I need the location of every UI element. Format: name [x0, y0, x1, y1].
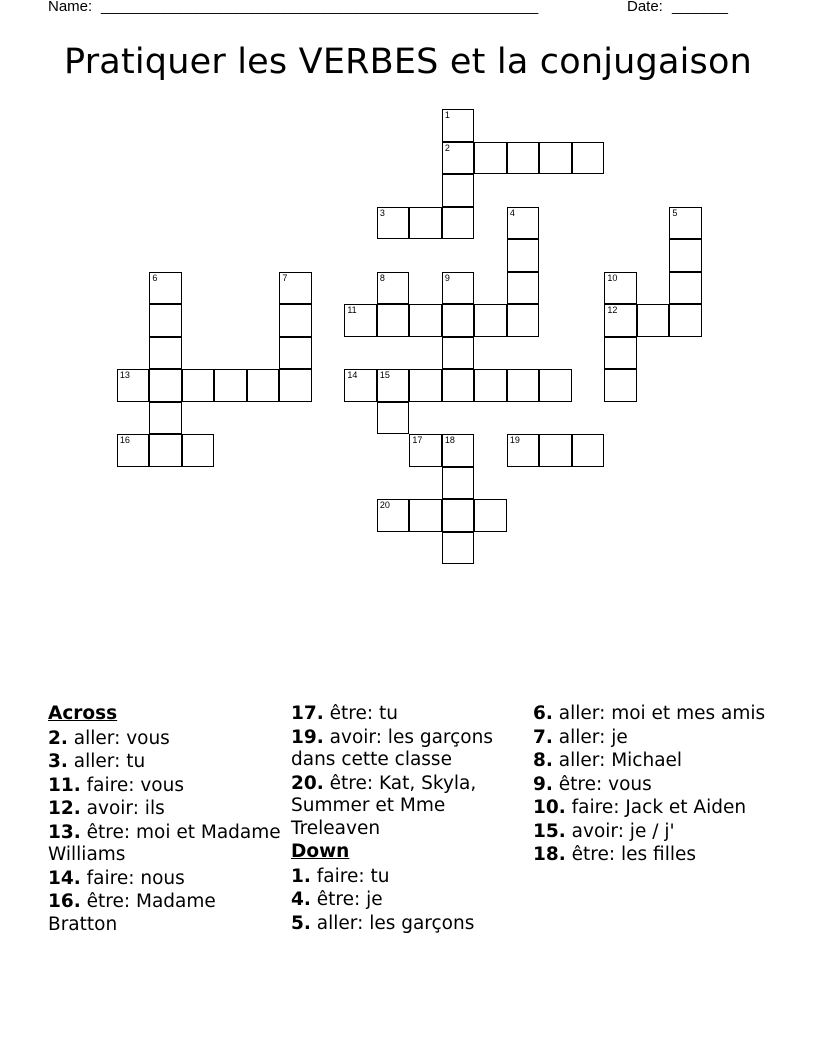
crossword-cell[interactable] — [279, 304, 312, 337]
crossword-cell[interactable] — [442, 272, 475, 305]
crossword-cell[interactable] — [442, 109, 475, 142]
clue-number: 19. — [291, 726, 324, 748]
crossword-cell[interactable] — [669, 207, 702, 240]
cell-number: 20 — [379, 500, 390, 511]
cell-number: 19 — [509, 435, 520, 446]
crossword-cell[interactable] — [149, 304, 182, 337]
crossword-cell[interactable] — [279, 272, 312, 305]
name-field[interactable]: _______________________________________________________ — [101, 0, 538, 15]
cell-number: 13 — [119, 370, 130, 381]
crossword-cell[interactable] — [507, 142, 540, 175]
crossword-cell[interactable] — [117, 434, 150, 467]
clue-number: 4. — [291, 889, 311, 910]
crossword-cell[interactable] — [442, 434, 475, 467]
clue-text: être: tu — [329, 703, 398, 724]
crossword-cell[interactable] — [474, 142, 507, 175]
clue-column-2 — [291, 703, 526, 936]
clue-number: 16. — [48, 891, 81, 912]
crossword-cell[interactable] — [442, 142, 475, 175]
clue-number: 13. — [48, 821, 81, 843]
clue-number: 3. — [48, 751, 68, 772]
crossword-cell[interactable] — [377, 207, 410, 240]
clue-number: 8. — [533, 750, 553, 771]
cell-number: 11 — [347, 305, 357, 316]
cell-number: 16 — [119, 435, 130, 446]
down-clue — [533, 774, 768, 797]
crossword-cell[interactable] — [344, 304, 377, 337]
crossword-cell[interactable] — [247, 369, 280, 402]
crossword-cell[interactable] — [149, 434, 182, 467]
crossword-cell[interactable] — [507, 207, 540, 240]
crossword-cell[interactable] — [507, 239, 540, 272]
crossword-cell[interactable] — [149, 369, 182, 402]
crossword-cell[interactable] — [214, 369, 247, 402]
crossword-cell[interactable] — [377, 402, 410, 435]
crossword-cell[interactable] — [377, 369, 410, 402]
cell-number: 1 — [444, 110, 450, 121]
crossword-cell[interactable] — [539, 434, 572, 467]
cell-number: 14 — [347, 370, 358, 381]
crossword-cell[interactable] — [377, 304, 410, 337]
down-clue — [291, 913, 526, 936]
down-clue — [291, 889, 526, 912]
clue-number: 2. — [48, 727, 68, 749]
cell-number: 8 — [379, 272, 385, 283]
cell-number: 7 — [282, 272, 288, 283]
crossword-cell[interactable] — [604, 272, 637, 305]
clue-number: 9. — [533, 773, 553, 795]
across-clue — [48, 775, 283, 798]
cell-number: 4 — [509, 207, 515, 218]
crossword-cell[interactable] — [572, 142, 605, 175]
across-heading: Across — [48, 703, 118, 724]
crossword-cell[interactable] — [474, 499, 507, 532]
clue-text: être: je — [316, 889, 383, 910]
cell-number: 10 — [607, 272, 618, 283]
down-heading: Down — [291, 841, 350, 862]
down-clue — [533, 797, 768, 820]
down-clue — [533, 821, 768, 844]
cell-number: 15 — [379, 370, 390, 381]
across-clue — [291, 727, 526, 772]
crossword-cell[interactable] — [669, 239, 702, 272]
clue-number: 14. — [48, 867, 81, 889]
crossword-cell[interactable] — [442, 499, 475, 532]
across-clue — [291, 703, 526, 726]
clue-text: avoir: je / j' — [571, 820, 675, 842]
clue-number: 6. — [533, 703, 553, 724]
cell-number: 17 — [412, 435, 423, 446]
crossword-cell[interactable] — [409, 434, 442, 467]
crossword-cell[interactable] — [442, 369, 475, 402]
crossword-cell[interactable] — [117, 369, 150, 402]
clue-text: aller: les garçons — [316, 912, 475, 934]
across-clue — [48, 822, 283, 867]
cell-number: 6 — [152, 272, 158, 283]
crossword-cell[interactable] — [539, 142, 572, 175]
page-title: Pratiquer les VERBES et la conjugaison — [64, 42, 752, 82]
clue-text: être: Madame Bratton — [48, 891, 216, 935]
clue-text: faire: tu — [316, 865, 390, 887]
crossword-cell[interactable] — [377, 499, 410, 532]
crossword-cell[interactable] — [279, 337, 312, 370]
crossword-cell[interactable] — [604, 304, 637, 337]
down-clue — [533, 727, 768, 750]
crossword-cell[interactable] — [149, 272, 182, 305]
crossword-cell[interactable] — [637, 304, 670, 337]
crossword-cell[interactable] — [149, 402, 182, 435]
clue-number: 10. — [533, 797, 566, 818]
crossword-cell[interactable] — [377, 272, 410, 305]
crossword-cell[interactable] — [442, 174, 475, 207]
clue-text: aller: je — [558, 726, 628, 748]
across-clue — [48, 728, 283, 751]
cell-number: 18 — [444, 435, 455, 446]
clue-text: aller: tu — [73, 751, 146, 772]
clue-number: 12. — [48, 798, 81, 819]
crossword-cell[interactable] — [442, 304, 475, 337]
across-clue — [48, 751, 283, 774]
crossword-cell[interactable] — [442, 532, 475, 565]
cell-number: 5 — [672, 207, 678, 218]
cell-number: 9 — [444, 272, 450, 283]
crossword-cell[interactable] — [507, 434, 540, 467]
down-clue — [291, 866, 526, 889]
crossword-cell[interactable] — [604, 369, 637, 402]
down-clue — [533, 750, 768, 773]
clue-number: 15. — [533, 820, 566, 842]
crossword-cell[interactable] — [572, 434, 605, 467]
crossword-cell[interactable] — [669, 272, 702, 305]
crossword-cell[interactable] — [442, 337, 475, 370]
crossword-cell[interactable] — [604, 337, 637, 370]
clue-number: 20. — [291, 772, 324, 794]
clue-column-1 — [48, 703, 283, 937]
clue-text: aller: Michael — [558, 750, 683, 771]
crossword-cell[interactable] — [507, 369, 540, 402]
clue-text: être: vous — [558, 773, 652, 795]
crossword-cell[interactable] — [507, 272, 540, 305]
cell-number: 3 — [379, 207, 385, 218]
crossword-cell[interactable] — [409, 499, 442, 532]
crossword-cell[interactable] — [669, 304, 702, 337]
clue-text: faire: nous — [86, 867, 185, 889]
date-label: Date: — [627, 0, 663, 15]
crossword-cell[interactable] — [442, 467, 475, 500]
crossword-cell[interactable] — [182, 434, 215, 467]
crossword-cell[interactable] — [149, 337, 182, 370]
across-clue — [48, 891, 283, 936]
crossword-cell[interactable] — [344, 369, 377, 402]
clue-text: aller: vous — [73, 727, 170, 749]
crossword-cell[interactable] — [507, 304, 540, 337]
clue-text: être: les filles — [571, 844, 696, 865]
crossword-cell[interactable] — [442, 207, 475, 240]
across-clue — [48, 798, 283, 821]
down-clue — [533, 844, 768, 867]
clue-column-3 — [533, 703, 768, 868]
clue-text: faire: vous — [86, 774, 184, 796]
clue-text: être: Kat, Skyla, Summer et Mme Treleaven — [291, 772, 477, 839]
across-clue — [291, 773, 526, 841]
crossword-cell[interactable] — [409, 207, 442, 240]
name-label: Name: — [48, 0, 93, 15]
clue-number: 5. — [291, 912, 311, 934]
crossword-cell[interactable] — [182, 369, 215, 402]
across-clue — [48, 868, 283, 891]
down-clue — [533, 703, 768, 726]
clue-text: avoir: les garçons dans cette classe — [291, 726, 493, 770]
crossword-cell[interactable] — [474, 369, 507, 402]
cell-number: 12 — [607, 305, 618, 316]
crossword-cell[interactable] — [409, 369, 442, 402]
date-field[interactable]: _______ — [672, 0, 728, 15]
clue-number: 17. — [291, 703, 324, 724]
clue-number: 1. — [291, 865, 311, 887]
clue-text: aller: moi et mes amis — [558, 703, 766, 724]
clue-text: avoir: ils — [86, 798, 165, 819]
clue-number: 7. — [533, 726, 553, 748]
clue-number: 11. — [48, 774, 81, 796]
cell-number: 2 — [444, 142, 450, 153]
crossword-cell[interactable] — [409, 304, 442, 337]
clue-text: être: moi et Madame Williams — [48, 821, 281, 865]
crossword-cell[interactable] — [539, 369, 572, 402]
crossword-cell[interactable] — [474, 304, 507, 337]
crossword-cell[interactable] — [279, 369, 312, 402]
clue-number: 18. — [533, 844, 566, 865]
clue-text: faire: Jack et Aiden — [571, 797, 747, 818]
